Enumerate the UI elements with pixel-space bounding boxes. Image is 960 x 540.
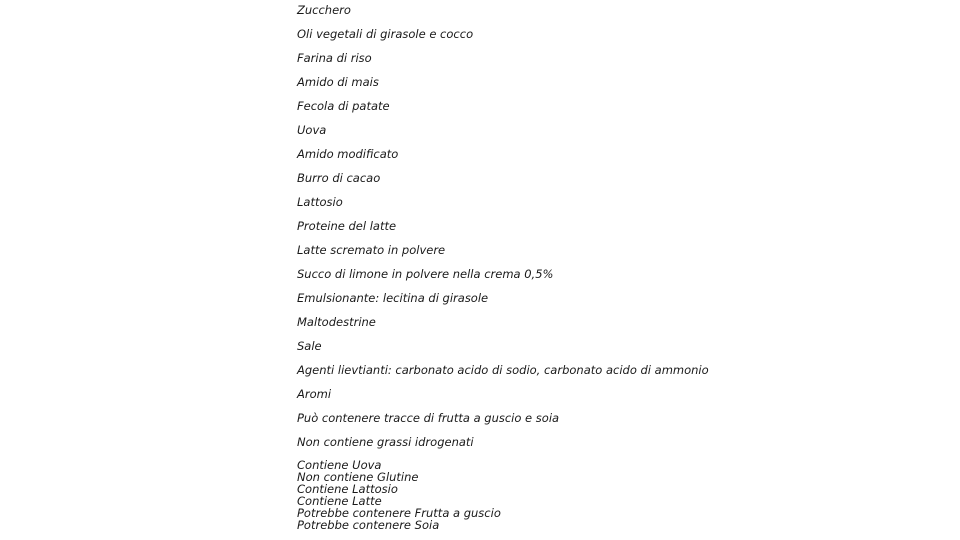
ingredient-list [297,3,937,459]
ingredient-item: Uova [297,123,327,137]
ingredient-item: Fecola di patate [297,99,390,113]
ingredient-item: Proteine del latte [297,219,397,233]
ingredient-item: Oli vegetali di girasole e cocco [297,27,474,41]
ingredient-item: Succo di limone in polvere nella crema 0,5% [297,267,554,281]
allergen-note: Contiene Uova [297,458,382,472]
allergen-notes [297,459,937,531]
allergen-note: Contiene Latte [297,494,382,508]
allergen-note: Non contiene Glutine [297,470,419,484]
ingredient-item: Agenti lievtianti: carbonato acido di sodio, carbonato acido di ammonio [297,363,709,377]
ingredient-item: Amido modificato [297,147,399,161]
ingredient-item: Sale [297,339,322,353]
allergen-note: Potrebbe contenere Frutta a guscio [297,506,501,520]
ingredient-item: Latte scremato in polvere [297,243,446,257]
ingredient-item: Farina di riso [297,51,372,65]
ingredient-item: Maltodestrine [297,315,376,329]
ingredient-item: Emulsionante: lecitina di girasole [297,291,489,305]
ingredient-item: Amido di mais [297,75,379,89]
ingredient-item: Burro di cacao [297,171,381,185]
ingredient-item: Aromi [297,387,332,401]
allergen-note: Potrebbe contenere Soia [297,518,440,532]
allergen-note: Contiene Lattosio [297,482,398,496]
ingredient-item: Non contiene grassi idrogenati [297,435,474,449]
ingredient-item: Lattosio [297,195,343,209]
ingredient-item: Zucchero [297,3,351,17]
ingredient-item: Può contenere tracce di frutta a guscio e soia [297,411,560,425]
